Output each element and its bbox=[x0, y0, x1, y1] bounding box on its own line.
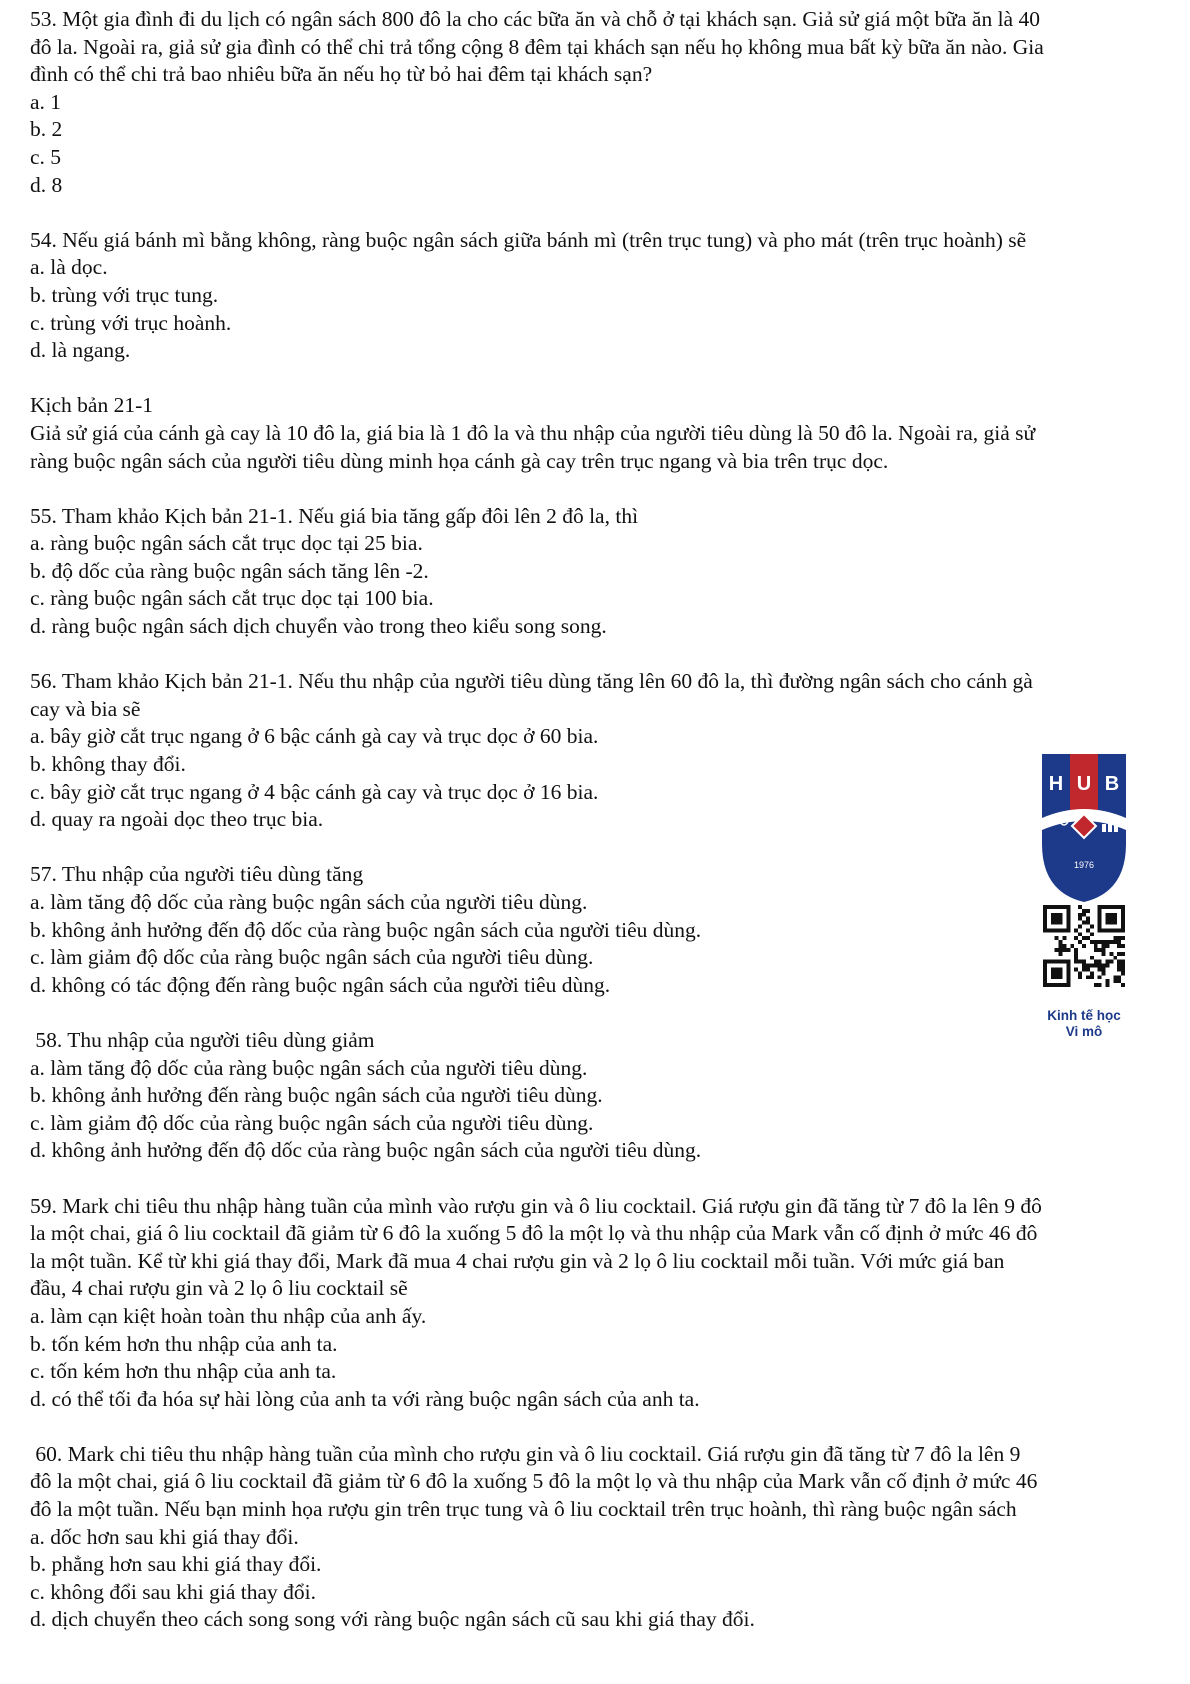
qr-module bbox=[1090, 964, 1094, 968]
qr-module bbox=[1121, 921, 1125, 925]
qr-module bbox=[1102, 928, 1106, 932]
qr-module bbox=[1059, 944, 1063, 948]
question-stem-line: 57. Thu nhập của người tiêu dùng tăng bbox=[30, 862, 364, 887]
qr-module bbox=[1059, 952, 1063, 956]
scenario-21-1 bbox=[30, 392, 1170, 475]
qr-module bbox=[1105, 983, 1109, 987]
qr-code-icon bbox=[1043, 905, 1125, 987]
answer-option-c: c. làm giảm độ dốc của ràng buộc ngân sách của người tiêu dùng. bbox=[30, 945, 594, 970]
qr-module bbox=[1082, 960, 1086, 964]
qr-module bbox=[1066, 971, 1070, 975]
qr-module bbox=[1121, 905, 1125, 909]
scenario-text-line: ràng buộc ngân sách của người tiêu dùng minh họa cánh gà cay trên trục ngang và bia trên trục dọc. bbox=[30, 448, 889, 473]
qr-module bbox=[1098, 975, 1102, 979]
qr-module bbox=[1121, 983, 1125, 987]
qr-module bbox=[1066, 960, 1070, 964]
qr-module bbox=[1066, 964, 1070, 968]
qr-module bbox=[1102, 967, 1106, 971]
qr-module bbox=[1082, 944, 1086, 948]
qr-module bbox=[1117, 928, 1121, 932]
qr-module bbox=[1043, 917, 1047, 921]
qr-module bbox=[1105, 928, 1109, 932]
qr-module bbox=[1059, 917, 1063, 921]
logo-caption-line: Kinh tế học bbox=[1047, 1008, 1121, 1023]
question-stem-line: đầu, 4 chai rượu gin và 2 lọ ô liu cocktail sẽ bbox=[30, 1276, 408, 1301]
qr-module bbox=[1063, 936, 1067, 940]
question-stem-line: đô la một tuần. Nếu bạn minh họa rượu gin trên trục tung và ô liu cocktail trên trục hoành, thì ràng buộc ngân sách bbox=[30, 1497, 1017, 1522]
answer-option-d: d. dịch chuyển theo cách song song với ràng buộc ngân sách cũ sau khi giá thay đổi. bbox=[30, 1607, 755, 1632]
answer-option-a: a. làm tăng độ dốc của ràng buộc ngân sách của người tiêu dùng. bbox=[30, 1055, 588, 1080]
answer-option-b: b. không ảnh hưởng đến ràng buộc ngân sách của người tiêu dùng. bbox=[30, 1083, 603, 1108]
answer-option-a: a. bây giờ cắt trục ngang ở 6 bậc cánh gà cay và trục dọc ở 60 bia. bbox=[30, 724, 599, 749]
qr-module bbox=[1059, 928, 1063, 932]
qr-module bbox=[1121, 909, 1125, 913]
qr-module bbox=[1074, 936, 1078, 940]
qr-module bbox=[1074, 967, 1078, 971]
question-53 bbox=[30, 6, 1170, 199]
qr-module bbox=[1121, 936, 1125, 940]
logo-caption bbox=[1020, 1008, 1148, 1040]
qr-module bbox=[1105, 905, 1109, 909]
qr-module bbox=[1086, 967, 1090, 971]
logo-caption-line: Vi mô bbox=[1065, 1024, 1103, 1039]
qr-module bbox=[1117, 979, 1121, 983]
qr-module bbox=[1086, 936, 1090, 940]
question-58 bbox=[30, 1027, 1170, 1165]
qr-module bbox=[1117, 905, 1121, 909]
question-55 bbox=[30, 503, 1170, 641]
qr-module bbox=[1117, 936, 1121, 940]
question-56 bbox=[30, 668, 1170, 834]
qr-module bbox=[1109, 905, 1113, 909]
qr-module bbox=[1086, 921, 1090, 925]
qr-module bbox=[1105, 960, 1109, 964]
qr-module bbox=[1059, 905, 1063, 909]
answer-option-d: d. không ảnh hưởng đến độ dốc của ràng buộc ngân sách của người tiêu dùng. bbox=[30, 1138, 702, 1163]
qr-module bbox=[1117, 940, 1121, 944]
qr-module bbox=[1113, 940, 1117, 944]
qr-module bbox=[1102, 948, 1106, 952]
answer-option-c: c. không đổi sau khi giá thay đổi. bbox=[30, 1579, 317, 1604]
qr-module bbox=[1055, 975, 1059, 979]
qr-module bbox=[1086, 917, 1090, 921]
qr-module bbox=[1121, 971, 1125, 975]
qr-module bbox=[1105, 964, 1109, 968]
qr-module bbox=[1051, 921, 1055, 925]
qr-module bbox=[1086, 964, 1090, 968]
qr-module bbox=[1105, 921, 1109, 925]
qr-module bbox=[1121, 964, 1125, 968]
qr-module bbox=[1051, 971, 1055, 975]
qr-module bbox=[1117, 964, 1121, 968]
qr-module bbox=[1102, 944, 1106, 948]
question-stem-line: 53. Một gia đình đi du lịch có ngân sách 800 đô la cho các bữa ăn và chỗ ở tại khách sạn. Giả sử giá một bữa ăn là 40 bbox=[30, 7, 1040, 31]
qr-module bbox=[1082, 909, 1086, 913]
qr-module bbox=[1094, 948, 1098, 952]
qr-module bbox=[1121, 913, 1125, 917]
qr-module bbox=[1055, 936, 1059, 940]
qr-module bbox=[1066, 948, 1070, 952]
qr-module bbox=[1102, 964, 1106, 968]
qr-module bbox=[1117, 952, 1121, 956]
qr-module bbox=[1082, 913, 1086, 917]
question-stem-line: la một tuần. Kể từ khi giá thay đổi, Mark đã mua 4 chai rượu gin và 2 lọ ô liu cocktail mỗi tuần. Với mức giá ban bbox=[30, 1248, 1005, 1273]
qr-module bbox=[1078, 940, 1082, 944]
logo-letter-u: U bbox=[1076, 773, 1092, 795]
qr-module bbox=[1063, 928, 1067, 932]
qr-module bbox=[1055, 948, 1059, 952]
qr-module bbox=[1117, 960, 1121, 964]
qr-module bbox=[1066, 928, 1070, 932]
question-stem-line: cay và bia sẽ bbox=[30, 696, 141, 721]
qr-module bbox=[1055, 928, 1059, 932]
qr-module bbox=[1059, 913, 1063, 917]
qr-module bbox=[1082, 936, 1086, 940]
qr-module bbox=[1098, 925, 1102, 929]
answer-option-d: d. không có tác động đến ràng buộc ngân sách của người tiêu dùng. bbox=[30, 972, 611, 997]
qr-module bbox=[1117, 944, 1121, 948]
qr-module bbox=[1051, 917, 1055, 921]
qr-module bbox=[1078, 975, 1082, 979]
question-stem-line: la một chai, giá ô liu cocktail đã giảm từ 6 đô la xuống 5 đô la một lọ và thu nhập của Mark vẫn cố định ở mức 46 đô bbox=[30, 1221, 1038, 1246]
qr-module bbox=[1098, 967, 1102, 971]
answer-option-c: c. tốn kém hơn thu nhập của anh ta. bbox=[30, 1359, 337, 1384]
question-stem-line: đô la. Ngoài ra, giả sử gia đình có thể chi trả tổng cộng 8 đêm tại khách sạn nếu họ không mua bất kỳ bữa ăn nào. Gia bbox=[30, 34, 1044, 59]
qr-module bbox=[1086, 975, 1090, 979]
answer-option-d: d. 8 bbox=[30, 172, 63, 197]
qr-module bbox=[1051, 983, 1055, 987]
question-stem-line: 60. Mark chi tiêu thu nhập hàng tuần của mình cho rượu gin và ô liu cocktail. Giá rượu gin đã tăng từ 7 đô la lên 9 bbox=[30, 1441, 1021, 1466]
qr-module bbox=[1059, 921, 1063, 925]
qr-module bbox=[1055, 967, 1059, 971]
qr-module bbox=[1047, 928, 1051, 932]
qr-module bbox=[1113, 979, 1117, 983]
qr-module bbox=[1074, 948, 1078, 952]
qr-module bbox=[1074, 956, 1078, 960]
qr-module bbox=[1059, 948, 1063, 952]
question-stem-line: 56. Tham khảo Kịch bản 21-1. Nếu thu nhập của người tiêu dùng tăng lên 60 đô la, thì đường ngân sách cho cánh gà bbox=[30, 669, 1033, 694]
qr-module bbox=[1043, 925, 1047, 929]
answer-option-d: d. có thể tối đa hóa sự hài lòng của anh ta với ràng buộc ngân sách của anh ta. bbox=[30, 1386, 700, 1411]
qr-module bbox=[1078, 905, 1082, 909]
qr-module bbox=[1121, 944, 1125, 948]
qr-module bbox=[1082, 964, 1086, 968]
qr-module bbox=[1063, 948, 1067, 952]
qr-module bbox=[1098, 960, 1102, 964]
question-stem-line: 58. Thu nhập của người tiêu dùng giảm bbox=[30, 1027, 375, 1052]
qr-module bbox=[1094, 944, 1098, 948]
answer-option-a: a. dốc hơn sau khi giá thay đổi. bbox=[30, 1524, 299, 1549]
qr-module bbox=[1109, 928, 1113, 932]
qr-module bbox=[1113, 936, 1117, 940]
answer-option-d: d. quay ra ngoài dọc theo trục bia. bbox=[30, 807, 324, 832]
qr-module bbox=[1055, 921, 1059, 925]
qr-module bbox=[1113, 956, 1117, 960]
qr-module bbox=[1059, 960, 1063, 964]
answer-option-b: b. trùng với trục tung. bbox=[30, 282, 219, 307]
logo-year: 1976 bbox=[1073, 860, 1095, 870]
qr-module bbox=[1082, 921, 1086, 925]
qr-module bbox=[1090, 925, 1094, 929]
qr-module bbox=[1098, 909, 1102, 913]
answer-option-a: a. 1 bbox=[30, 89, 62, 114]
qr-module bbox=[1113, 913, 1117, 917]
qr-module bbox=[1043, 967, 1047, 971]
answer-option-b: b. 2 bbox=[30, 117, 63, 142]
qr-module bbox=[1098, 917, 1102, 921]
qr-module bbox=[1043, 960, 1047, 964]
qr-module bbox=[1047, 983, 1051, 987]
qr-module bbox=[1055, 917, 1059, 921]
qr-module bbox=[1078, 971, 1082, 975]
qr-module bbox=[1109, 921, 1113, 925]
qr-module bbox=[1043, 909, 1047, 913]
answer-option-a: a. là dọc. bbox=[30, 255, 108, 280]
qr-module bbox=[1098, 983, 1102, 987]
qr-module bbox=[1113, 921, 1117, 925]
qr-module bbox=[1051, 975, 1055, 979]
qr-module bbox=[1063, 905, 1067, 909]
qr-module bbox=[1059, 971, 1063, 975]
question-59 bbox=[30, 1193, 1170, 1414]
qr-module bbox=[1051, 913, 1055, 917]
qr-module bbox=[1098, 921, 1102, 925]
qr-module bbox=[1109, 960, 1113, 964]
qr-module bbox=[1043, 964, 1047, 968]
qr-module bbox=[1113, 928, 1117, 932]
qr-module bbox=[1098, 940, 1102, 944]
answer-option-a: a. làm tăng độ dốc của ràng buộc ngân sách của người tiêu dùng. bbox=[30, 890, 588, 914]
logo-letter-b: B bbox=[1104, 773, 1120, 795]
qr-module bbox=[1109, 913, 1113, 917]
qr-module bbox=[1094, 983, 1098, 987]
qr-module bbox=[1113, 905, 1117, 909]
answer-option-a: a. ràng buộc ngân sách cắt trục dọc tại 25 bia. bbox=[30, 531, 423, 556]
answer-option-c: c. làm giảm độ dốc của ràng buộc ngân sách của người tiêu dùng. bbox=[30, 1110, 594, 1135]
qr-module bbox=[1066, 913, 1070, 917]
qr-module bbox=[1066, 909, 1070, 913]
qr-module bbox=[1109, 940, 1113, 944]
qr-module bbox=[1047, 960, 1051, 964]
qr-module bbox=[1055, 913, 1059, 917]
qr-module bbox=[1043, 921, 1047, 925]
logo-letter-h: H bbox=[1048, 773, 1064, 795]
qr-module bbox=[1078, 932, 1082, 936]
qr-module bbox=[1043, 975, 1047, 979]
qr-module bbox=[1051, 960, 1055, 964]
scenario-text-line: Giả sử giá của cánh gà cay là 10 đô la, giá bia là 1 đô la và thu nhập của người tiêu dùng là 50 đô la. Ngoài ra, giả sử bbox=[30, 420, 1036, 445]
qr-module bbox=[1117, 975, 1121, 979]
qr-module bbox=[1109, 917, 1113, 921]
qr-module bbox=[1078, 925, 1082, 929]
qr-module bbox=[1051, 905, 1055, 909]
qr-module bbox=[1094, 964, 1098, 968]
qr-module bbox=[1094, 940, 1098, 944]
qr-module bbox=[1090, 956, 1094, 960]
question-stem-line: đình có thể chi trả bao nhiêu bữa ăn nếu họ từ bỏ hai đêm tại khách sạn? bbox=[30, 62, 653, 87]
qr-module bbox=[1066, 967, 1070, 971]
qr-module bbox=[1066, 921, 1070, 925]
qr-module bbox=[1043, 979, 1047, 983]
qr-module bbox=[1121, 917, 1125, 921]
qr-module bbox=[1055, 971, 1059, 975]
qr-module bbox=[1059, 975, 1063, 979]
qr-module bbox=[1117, 967, 1121, 971]
answer-option-d: d. ràng buộc ngân sách dịch chuyển vào trong theo kiểu song song. bbox=[30, 614, 607, 639]
qr-module bbox=[1102, 940, 1106, 944]
answer-option-b: b. tốn kém hơn thu nhập của anh ta. bbox=[30, 1331, 338, 1356]
qr-module bbox=[1094, 960, 1098, 964]
answer-option-c: c. bây giờ cắt trục ngang ở 4 bậc cánh gà cay và trục dọc ở 16 bia. bbox=[30, 779, 599, 804]
question-60 bbox=[30, 1441, 1170, 1634]
qr-module bbox=[1059, 983, 1063, 987]
qr-module bbox=[1066, 925, 1070, 929]
question-stem-line: 59. Mark chi tiêu thu nhập hàng tuần của mình vào rượu gin và ô liu cocktail. Giá rượu gin đã tăng từ 7 đô la lên 9 đô bbox=[30, 1193, 1042, 1218]
qr-module bbox=[1066, 979, 1070, 983]
qr-module bbox=[1043, 971, 1047, 975]
qr-module bbox=[1105, 979, 1109, 983]
qr-module bbox=[1098, 913, 1102, 917]
qr-module bbox=[1051, 967, 1055, 971]
qr-module bbox=[1043, 913, 1047, 917]
question-54 bbox=[30, 227, 1170, 365]
qr-module bbox=[1066, 917, 1070, 921]
qr-module bbox=[1102, 905, 1106, 909]
qr-module bbox=[1098, 905, 1102, 909]
qr-module bbox=[1086, 909, 1090, 913]
answer-option-b: b. độ dốc của ràng buộc ngân sách tăng lên -2. bbox=[30, 558, 429, 583]
qr-module bbox=[1090, 940, 1094, 944]
qr-module bbox=[1074, 960, 1078, 964]
qr-module bbox=[1078, 917, 1082, 921]
hub-logo bbox=[1038, 752, 1130, 904]
qr-module bbox=[1074, 928, 1078, 932]
qr-module bbox=[1113, 975, 1117, 979]
answer-option-b: b. không ảnh hưởng đến độ dốc của ràng buộc ngân sách của người tiêu dùng. bbox=[30, 917, 702, 942]
answer-option-a: a. làm cạn kiệt hoàn toàn thu nhập của anh ấy. bbox=[30, 1303, 427, 1328]
qr-module bbox=[1102, 971, 1106, 975]
scenario-title: Kịch bản 21-1 bbox=[30, 393, 153, 418]
qr-module bbox=[1090, 975, 1094, 979]
qr-module bbox=[1055, 905, 1059, 909]
qr-module bbox=[1105, 944, 1109, 948]
question-stem-line: 54. Nếu giá bánh mì bằng không, ràng buộc ngân sách giữa bánh mì (trên trục tung) và pho mát (trên trục hoành) sẽ bbox=[30, 227, 1027, 252]
qr-module bbox=[1078, 913, 1082, 917]
qr-module bbox=[1074, 952, 1078, 956]
qr-module bbox=[1121, 952, 1125, 956]
qr-module bbox=[1098, 964, 1102, 968]
qr-module bbox=[1082, 967, 1086, 971]
qr-module bbox=[1086, 928, 1090, 932]
qr-module bbox=[1098, 928, 1102, 932]
answer-option-c: c. trùng với trục hoành. bbox=[30, 310, 232, 335]
qr-module bbox=[1043, 928, 1047, 932]
qr-module bbox=[1090, 932, 1094, 936]
answer-option-b: b. không thay đổi. bbox=[30, 752, 186, 777]
qr-module bbox=[1055, 960, 1059, 964]
qr-module bbox=[1113, 917, 1117, 921]
answer-option-d: d. là ngang. bbox=[30, 338, 131, 363]
qr-module bbox=[1051, 928, 1055, 932]
question-57 bbox=[30, 861, 1170, 999]
document-page bbox=[30, 6, 1170, 1634]
qr-module bbox=[1063, 983, 1067, 987]
qr-module bbox=[1098, 948, 1102, 952]
qr-module bbox=[1066, 905, 1070, 909]
qr-module bbox=[1063, 944, 1067, 948]
qr-module bbox=[1043, 905, 1047, 909]
answer-option-c: c. ràng buộc ngân sách cắt trục dọc tại 100 bia. bbox=[30, 586, 434, 611]
qr-module bbox=[1109, 952, 1113, 956]
qr-module bbox=[1105, 940, 1109, 944]
qr-module bbox=[1121, 928, 1125, 932]
qr-module bbox=[1070, 944, 1074, 948]
qr-module bbox=[1105, 917, 1109, 921]
qr-module bbox=[1102, 952, 1106, 956]
answer-option-b: b. phẳng hơn sau khi giá thay đổi. bbox=[30, 1552, 322, 1577]
question-stem-line: đô la một chai, giá ô liu cocktail đã giảm từ 6 đô la xuống 5 đô la một lọ và thu nhập của Mark vẫn cố định ở mức 46 bbox=[30, 1469, 1038, 1494]
qr-module bbox=[1105, 913, 1109, 917]
qr-module bbox=[1047, 905, 1051, 909]
qr-module bbox=[1121, 925, 1125, 929]
qr-module bbox=[1121, 967, 1125, 971]
qr-module bbox=[1063, 960, 1067, 964]
answer-option-c: c. 5 bbox=[30, 144, 62, 169]
qr-module bbox=[1043, 983, 1047, 987]
qr-module bbox=[1059, 967, 1063, 971]
qr-module bbox=[1059, 940, 1063, 944]
qr-module bbox=[1055, 983, 1059, 987]
question-stem-line: 55. Tham khảo Kịch bản 21-1. Nếu giá bia tăng gấp đôi lên 2 đô la, thì bbox=[30, 503, 639, 528]
qr-module bbox=[1066, 983, 1070, 987]
qr-module bbox=[1078, 960, 1082, 964]
qr-module bbox=[1121, 960, 1125, 964]
qr-module bbox=[1066, 975, 1070, 979]
qr-module bbox=[1090, 971, 1094, 975]
